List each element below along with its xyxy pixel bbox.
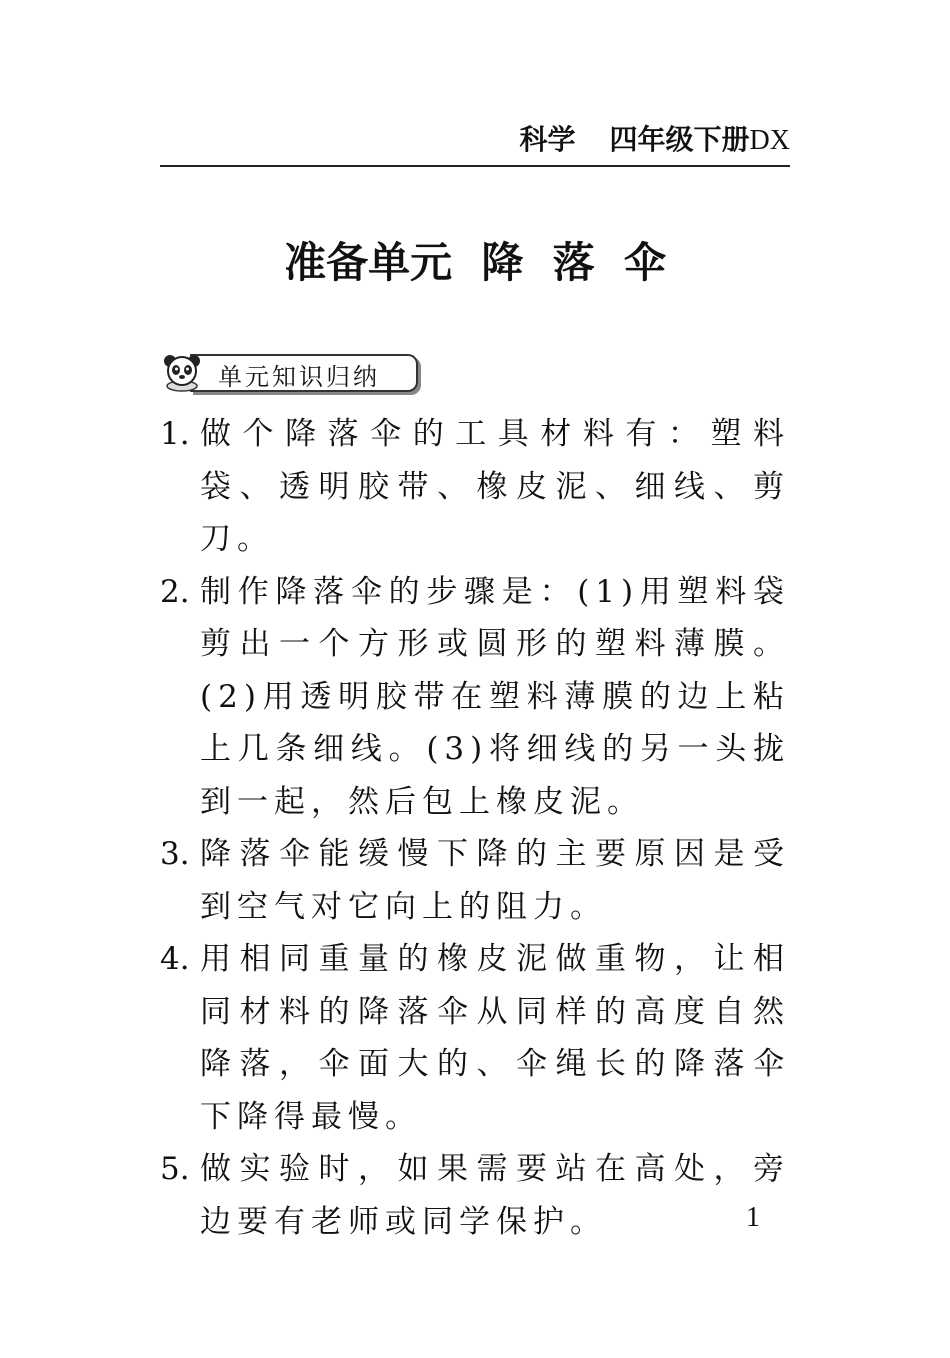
item-number: 3.	[160, 836, 190, 872]
running-header	[160, 118, 790, 158]
header-grade: 四年级下册	[609, 123, 750, 156]
section-badge	[160, 350, 422, 394]
panda-icon	[160, 352, 204, 392]
item-number: 2.	[160, 573, 190, 610]
item-text: 做实验时，如果需要站在高处，旁边要有老师或同学保护。	[200, 1151, 790, 1240]
list-item	[160, 1143, 790, 1248]
list-item	[160, 828, 790, 933]
item-number: 5.	[160, 1151, 190, 1187]
list-item	[160, 933, 790, 1143]
header-divider	[160, 165, 790, 167]
item-text: 制作降落伞的步骤是：(1)用塑料袋剪出一个方形或圆形的塑料薄膜。(2)用透明胶带在塑料薄膜的边上粘上几条细线。(3)将细线的另一头拢到一起，然后包上橡皮泥。	[200, 573, 790, 820]
item-text: 用相同重量的橡皮泥做重物，让相同材料的降落伞从同样的高度自然降落，伞面大的、伞绳长的降落伞下降得最慢。	[200, 941, 790, 1135]
list-item	[160, 566, 790, 829]
item-number: 1.	[160, 416, 190, 452]
header-subject: 科学	[519, 123, 576, 156]
item-text: 降落伞能缓慢下降的主要原因是受到空气对它向上的阻力。	[200, 836, 790, 925]
list-item	[160, 408, 790, 566]
item-number: 4.	[160, 941, 190, 977]
header-edition-code: DX	[749, 125, 790, 156]
knowledge-list	[160, 408, 790, 1248]
page-number: 1	[746, 1202, 760, 1233]
section-badge-label: 单元知识归纳	[218, 363, 380, 391]
item-text: 做个降落伞的工具材料有：塑料袋、透明胶带、橡皮泥、细线、剪刀。	[200, 416, 790, 557]
unit-title: 准备单元 降 落 伞	[284, 238, 666, 287]
